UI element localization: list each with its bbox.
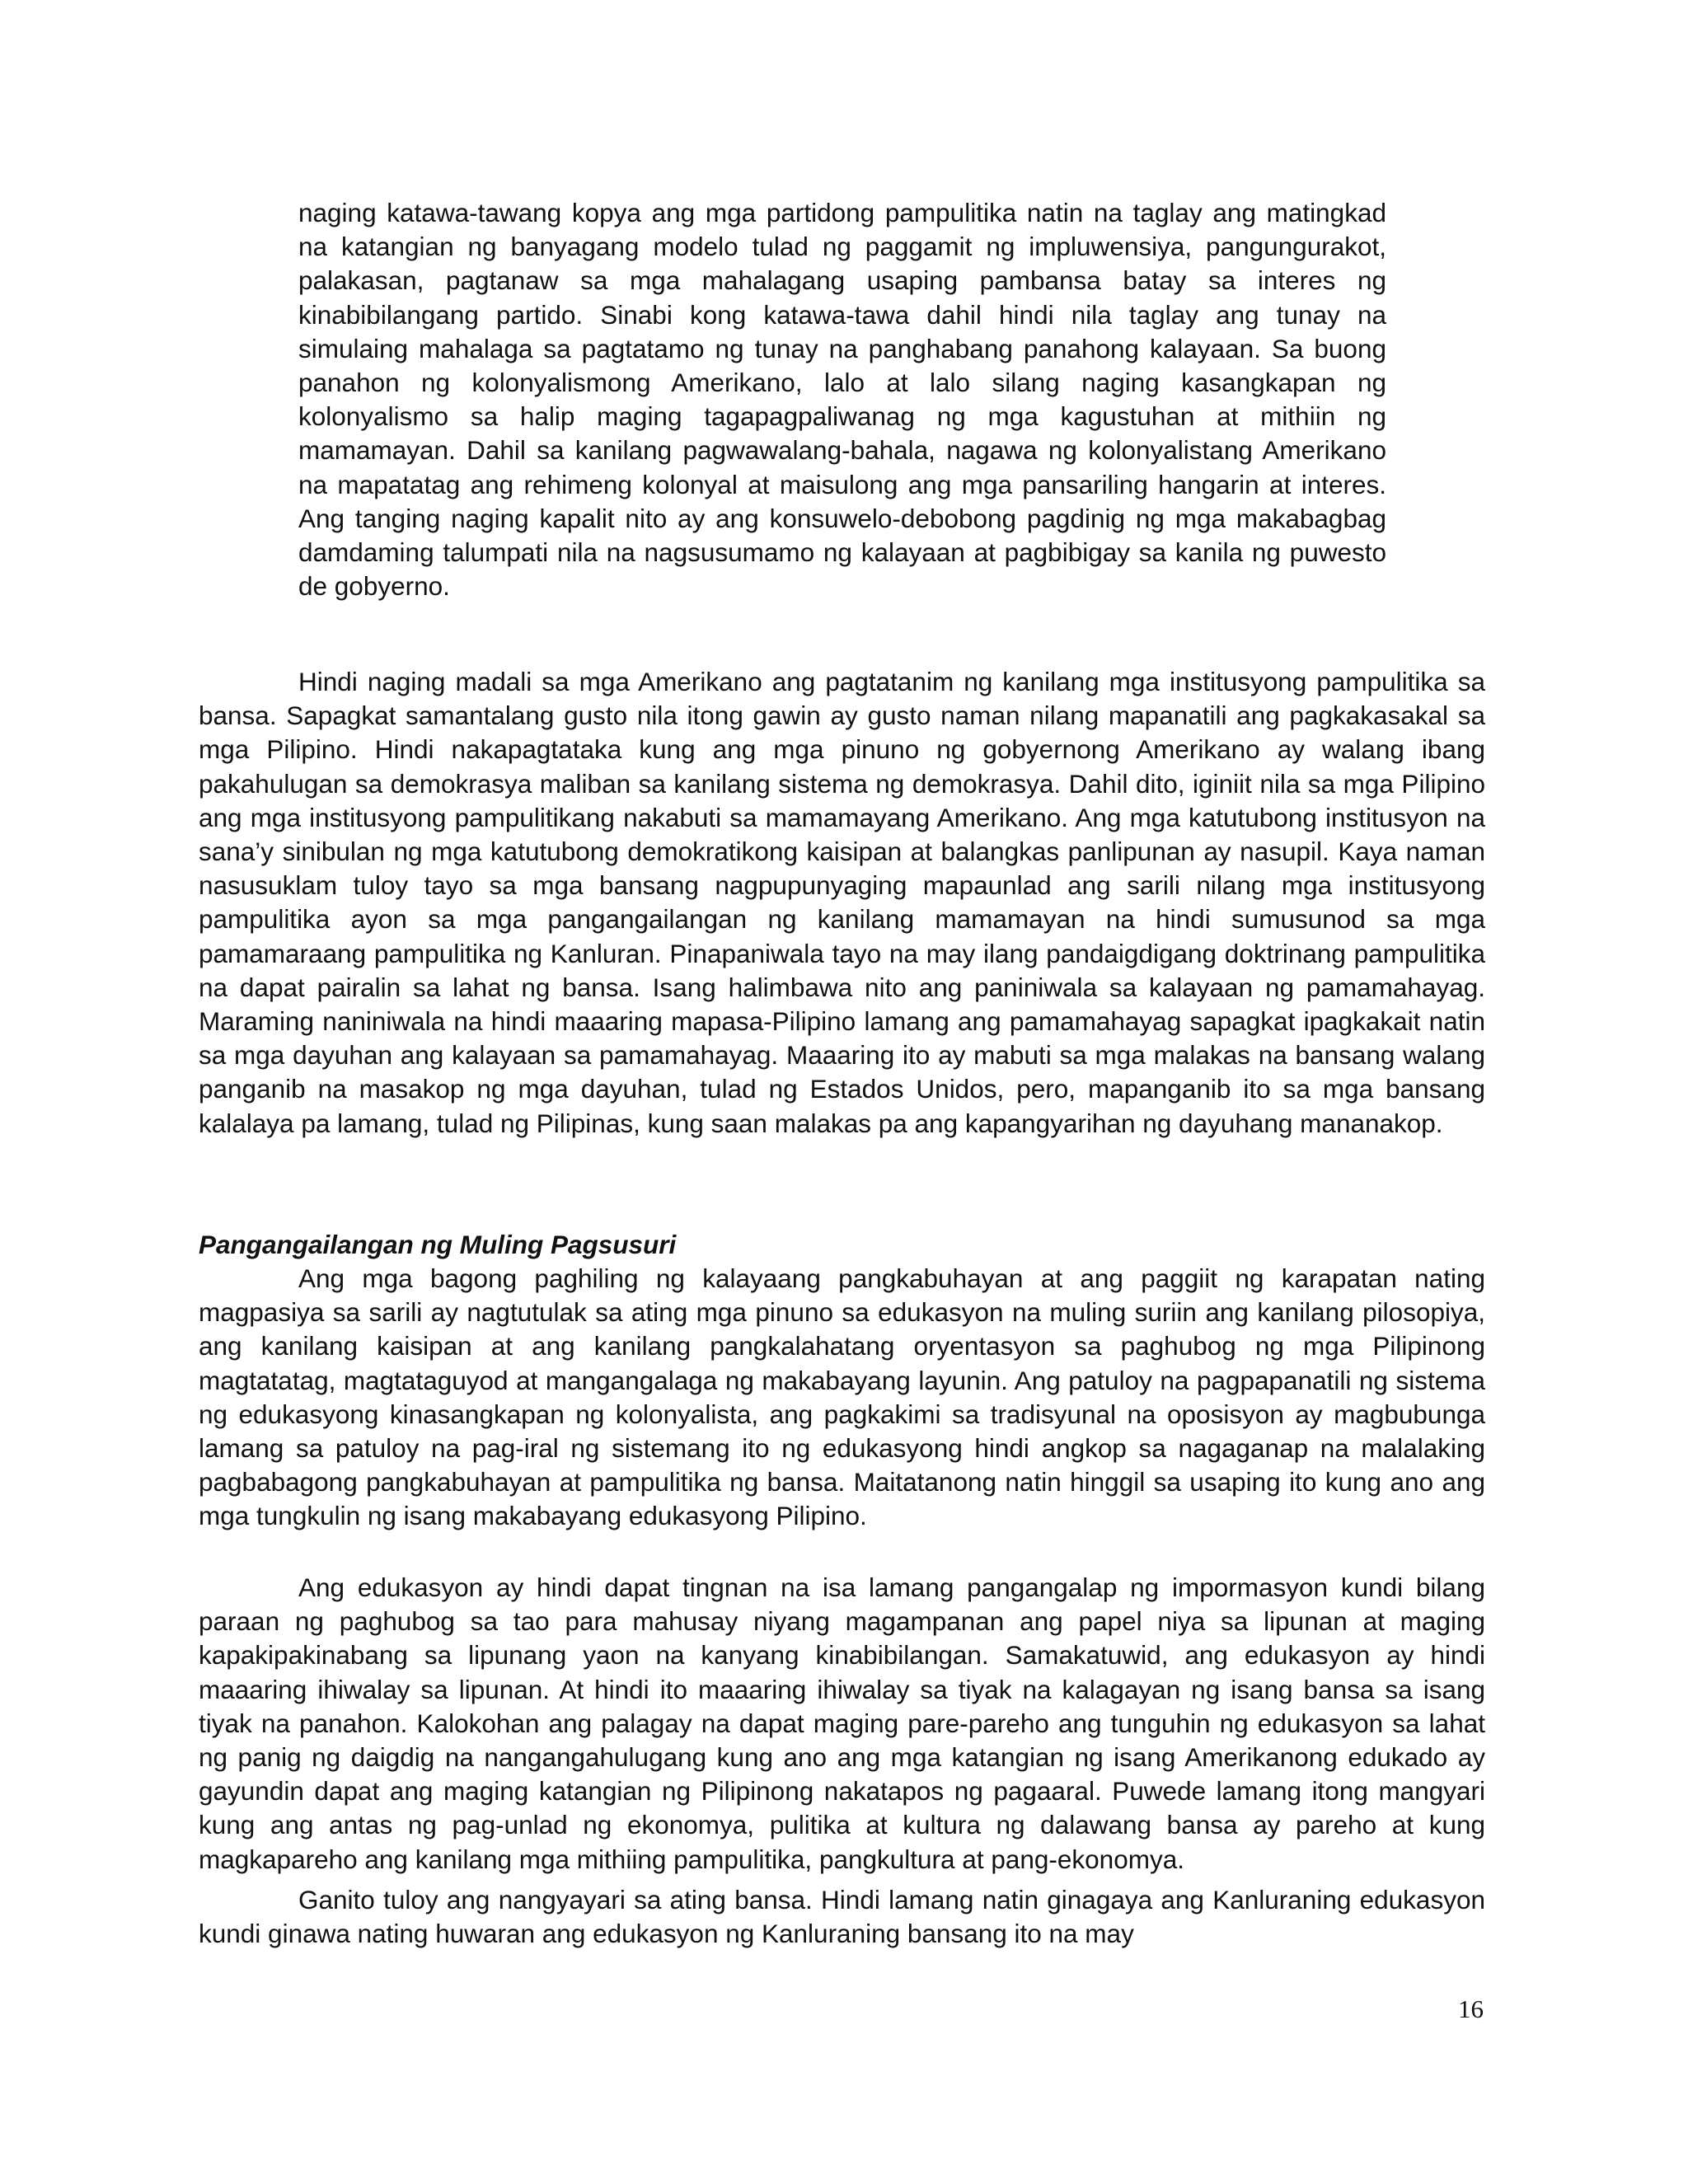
body-paragraph-3: Ang edukasyon ay hindi dapat tingnan na isa lamang pangangalap ng impormasyon kundi bilang paraan ng paghubog sa tao para mahusay niyang magampanan ang papel niya sa lipunan at maging kapakipakinabang sa lipunang yaon na kanyang kinabibilangan. Samakatuwid, ang edukasyon ay hindi maaaring ihiwalay sa lipunan. At hindi ito maaaring ihiwalay sa tiyak na kalagayan ng isang bansa sa isang tiyak na panahon. Kalokohan ang palagay na dapat maging pare-pareho ang tunguhin ng edukasyon sa lahat ng panig ng daigdig na nangangahulugang kung ano ang mga katangian ng isang Amerikanong edukado ay gayundin dapat ang maging katangian ng Pilipinong nakatapos ng pagaaral. Puwede lamang itong mangyari kung ang antas ng pag-unlad ng ekonomya, pulitika at kultura ng dalawang bansa ay pareho at kung magkapareho ang kanilang mga mithiing pampulitika, pangkultura at pang-ekonomya. <box>199 1572 1485 1874</box>
block-quote-paragraph: naging katawa-tawang kopya ang mga partidong pampulitika natin na taglay ang matingkad na katangian ng banyagang modelo tulad ng paggamit ng impluwensiya, pangungurakot, palakasan, pagtanaw sa mga mahalagang usaping pambansa batay sa interes ng kinabibilangang partido. Sinabi kong katawa-tawa dahil hindi nila taglay ang tunay na simulaing mahalaga sa pagtatamo ng tunay na panghabang panahong kalayaan. Sa buong panahon ng kolonyalismong Amerikano, lalo at lalo silang naging kasangkapan ng kolonyalismo sa halip maging tagapagpaliwanag ng mga kagustuhan at mithiin ng mamamayan. Dahil sa kanilang pagwawalang-bahala, nagawa ng kolonyalistang Amerikano na mapatatag ang rehimeng kolonyal at maisulong ang mga pansariling hangarin at interes. Ang tanging naging kapalit nito ay ang konsuwelo-debobong pagdinig ng mga makabagbag damdaming talumpati nila na nagsusumamo ng kalayaan at pagbibigay sa kanila ng puwesto de gobyerno. <box>298 198 1386 602</box>
page-number: 16 <box>1458 1994 1484 2023</box>
body-paragraph-2: Ang mga bagong paghiling ng kalayaang pangkabuhayan at ang paggiit ng karapatan nating magpasiya sa sarili ay nagtutulak sa ating mga pinuno sa edukasyon na muling suriin ang kanilang pilosopiya, ang kanilang kaisipan at ang kanilang pangkalahatang oryentasyon sa paghubog ng mga Pilipinong magtatatag, magtataguyod at mangangalaga ng makabayang layunin. Ang patuloy na pagpapanatili ng sistema ng edukasyong kinasangkapan ng kolonyalista, ang pagkakimi sa tradisyunal na oposisyon ay magbubunga lamang sa patuloy na pag-iral ng sistemang ito ng edukasyong hindi angkop sa nagaganap na malalaking pagbabagong pangkabuhayan at pampulitika ng bansa. Maitatanong natin hinggil sa usaping ito kung ano ang mga tungkulin ng isang makabayang edukasyong Pilipino. <box>199 1263 1485 1531</box>
body-paragraph-4: Ganito tuloy ang nangyayari sa ating bansa. Hindi lamang natin ginagaya ang Kanluraning edukasyon kundi ginawa nating huwaran ang edukasyon ng Kanluraning bansang ito na may <box>199 1885 1485 1949</box>
section-heading: Pangangailangan ng Muling Pagsusuri <box>199 1230 677 1259</box>
body-paragraph-1: Hindi naging madali sa mga Amerikano ang pagtatanim ng kanilang mga institusyong pampulitika sa bansa. Sapagkat samantalang gusto nila itong gawin ay gusto naman nilang mapanatili ang pagkakasakal sa mga Pilipino. Hindi nakapagtataka kung ang mga pinuno ng gobyernong Amerikano ay walang ibang pakahulugan sa demokrasya maliban sa kanilang sistema ng demokrasya. Dahil dito, iginiit nila sa mga Pilipino ang mga institusyong pampulitikang nakabuti sa mamamayang Amerikano. Ang mga katutubong institusyon na sana’y sinibulan ng mga katutubong demokratikong kaisipan at balangkas panlipunan ay nasupil. Kaya naman nasusuklam tuloy tayo sa mga bansang nagpupunyaging mapaunlad ang sarili nilang mga institusyong pampulitika ayon sa mga pangangailangan ng kanilang mamamayan na hindi sumusunod sa mga pamamaraang pampulitika ng Kanluran. Pinapaniwala tayo na may ilang pandaigdigang doktrinang pampulitika na dapat pairalin sa lahat ng bansa. Isang halimbawa nito ang paniniwala sa kalayaan ng pamamahayag. Maraming naniniwala na hindi maaaring mapasa-Pilipino lamang ang pamamahayag sapagkat ipagkakait natin sa mga dayuhan ang kalayaan sa pamamahayag. Maaaring ito ay mabuti sa mga malakas na bansang walang panganib na masakop ng mga dayuhan, tulad ng Estados Unidos, pero, mapanganib ito sa mga bansang kalalaya pa lamang, tulad ng Pilipinas, kung saan malakas pa ang kapangyarihan ng dayuhang mananakop. <box>199 667 1485 1138</box>
